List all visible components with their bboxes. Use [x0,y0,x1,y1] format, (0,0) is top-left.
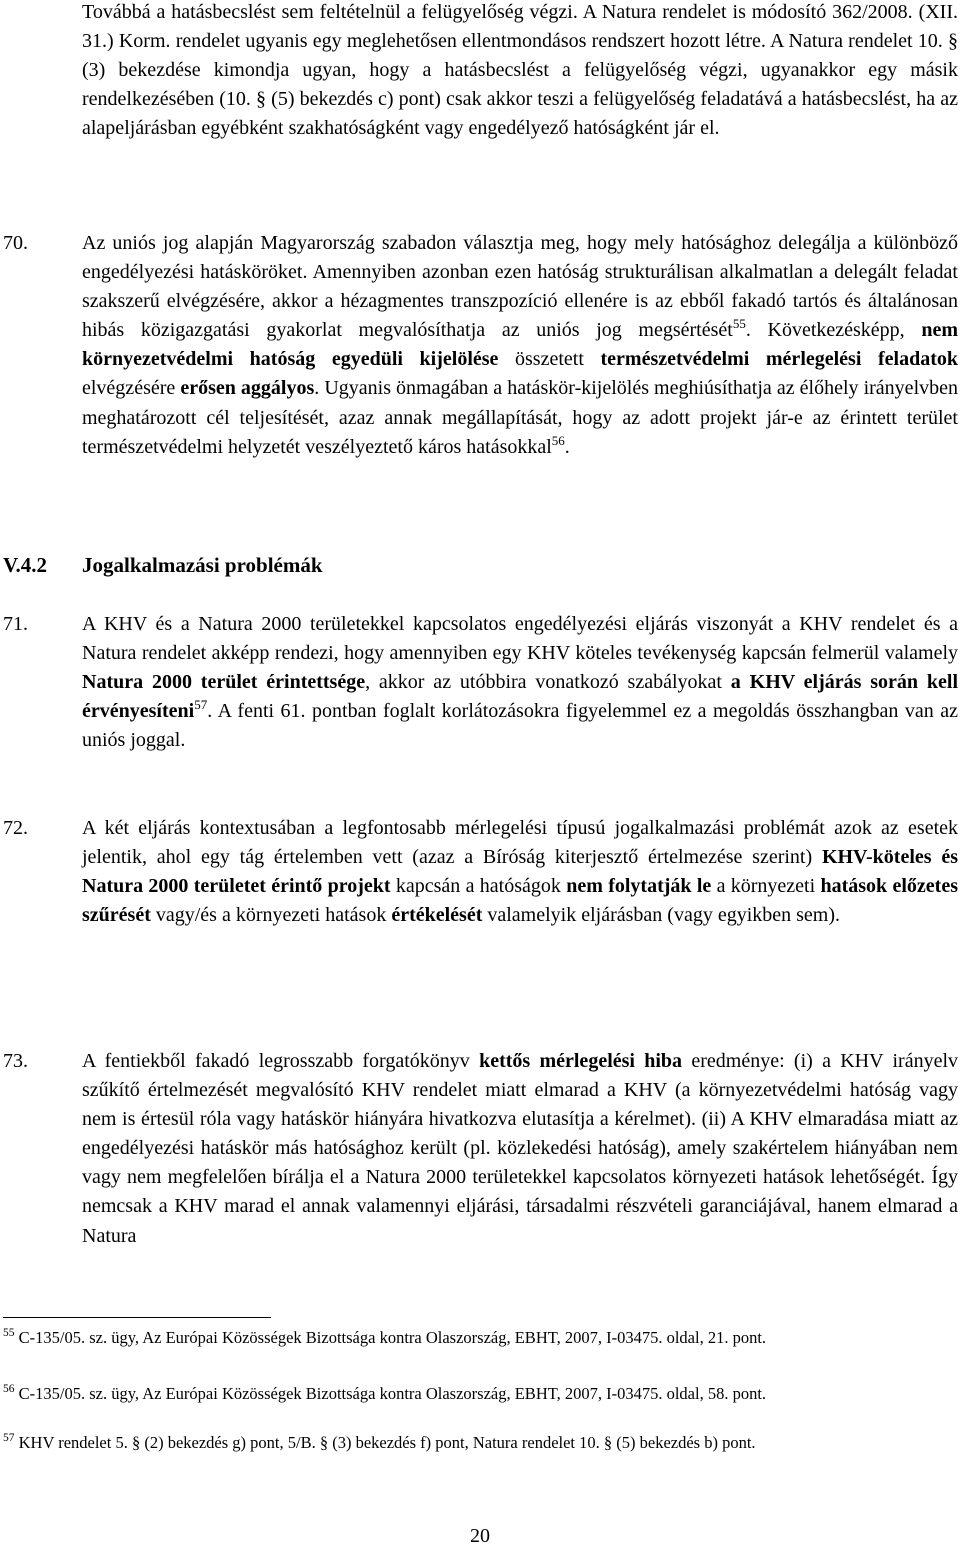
footnote-mark: 57 [3,1432,15,1444]
footnote-text: C-135/05. sz. ügy, Az Európai Közösségek Bizottsága kontra Olaszország, EBHT, 2007, I-03475. oldal, 58. pont. [18,1384,767,1403]
footnote-reference: 57 [194,697,208,713]
text-run: A fentiekből fakadó legrosszabb forgatókönyv [82,1050,480,1072]
footnote-57 [3,1432,958,1454]
text-run: . Ugyanis önmagában a hatáskör-kijelölés meghiúsíthatja az élőhely irányelvben meghatározott cél teljesítését, azaz annak megállapítását, hogy az adott projekt jár-e az érintett terület természetvédelmi helyzetét veszélyeztető káros hatásokkal [82,377,958,458]
text-run: vagy/és a környezeti hatások [150,904,392,927]
footnote-55 [3,1327,958,1349]
section-heading [3,551,323,580]
text-run: összetett [498,348,601,371]
text-run: . A fenti 61. pontban foglalt korlátozásokra figyelemmel ez a megoldás összhangban van az uniós joggal. [82,700,958,752]
section-title: Jogalkalmazási problémák [82,553,323,577]
text-run: Az uniós jog alapján Magyarország szabadon választja meg, hogy mely hatósághoz delegálja a különböző engedélyezési hatásköröket. Amennyiben azonban ezen hatóság strukturálisan alkalmatlan a delegált feladat szakszerű elvégzésére, akkor a hézagmentes transzpozíció ellenére is az ebből fakadó tartós és általánosan hibás közigazgatási gyakorlat megvalósíthatja az uniós jog megsértését [82,232,958,342]
paragraph-72 [82,814,958,930]
text-run: A KHV és a Natura 2000 területekkel kapcsolatos engedélyezési eljárás viszonyát a KHV rendelet és a Natura rendelet akképp rendezi, hogy amennyiben egy KHV köteles tevékenység kapcsán felmerül valamely [82,613,958,665]
footnote-text: C-135/05. sz. ügy, Az Európai Közösségek Bizottsága kontra Olaszország, EBHT, 2007, I-03475. oldal, 21. pont. [18,1328,767,1347]
paragraph-number-70: 70. [3,232,28,254]
bold-text: KHV-köteles és Natura 2000 területet érintő projekt [82,846,958,898]
footnote-separator [3,1317,271,1318]
section-number: V.4.2 [3,553,47,577]
text-run: , akkor az utóbbira vonatkozó szabályokat [365,671,731,694]
text-run: valamelyik eljárásban (vagy egyikben sem). [482,904,841,927]
bold-text: Natura 2000 terület érintettsége [82,671,366,694]
footnote-56 [3,1383,958,1405]
paragraph-71 [82,610,958,755]
bold-text: természetvédelmi mérlegelési feladatok [600,348,958,371]
page-number: 20 [470,1525,490,1547]
bold-text: nem folytatják le [566,875,712,898]
footnote-text: KHV rendelet 5. § (2) bekezdés g) pont, 5/B. § (3) bekezdés f) pont, Natura rendelet 10. § (5) bekezdés b) pont. [18,1433,756,1452]
bold-text: értékelését [391,904,483,927]
footnote-reference: 55 [732,316,746,332]
text-run: . [564,435,570,458]
text-run: A két eljárás kontextusában a legfontosabb mérlegelési típusú jogalkalmazási problémát azok az esetek jelentik, ahol egy tág értelemben vett (azaz a Bíróság kiterjesztő értelmezése szerint) [82,817,958,869]
paragraph-intro [82,0,958,143]
footnote-reference: 56 [551,432,565,448]
text-run: eredménye: (i) a KHV irányelv szűkítő értelmezését megvalósító KHV rendelet miatt elmarad a KHV (a környezetvédelmi hatóság vagy nem is értesül róla vagy hatáskör hiányára hivatkozva elutasítja a kérelmet). (ii) A KHV elmaradása miatt az engedélyezési hatáskör más hatósághoz került (pl. közlekedési hatóság), amely szakértelem hiányában nem vagy nem megfelelően bírálja el a Natura 2000 területekkel kapcsolatos környezeti hatások lehetőségét. Így nemcsak a KHV marad el annak valamennyi eljárási, társadalmi részvételi garanciájával, hanem elmarad a Natura [82,1050,959,1247]
footnote-mark: 56 [3,1383,15,1395]
footnote-mark: 55 [3,1327,15,1339]
paragraph-number-72: 72. [3,817,28,839]
bold-text: kettős mérlegelési hiba [479,1050,683,1072]
text-run: kapcsán a hatóságok [390,875,567,898]
text-run: elvégzésére [82,377,181,400]
bold-text: hatások előzetes szűrését [82,875,958,927]
paragraph-number-73: 73. [3,1050,28,1072]
bold-text: a KHV eljárás során kell érvényesíteni [82,671,959,723]
bold-text: erősen aggályos [180,377,315,400]
paragraph-number-71: 71. [3,613,28,635]
text-run: a környezeti [711,875,821,898]
paragraph-70 [82,229,958,462]
text-run: Továbbá a hatásbecslést sem feltételnül a felügyelőség végzi. A Natura rendelet is módosító 362/2008. (XII. 31.) Korm. rendelet ugyanis egy meglehetősen ellentmondásos rendszert hozott létre. A Natura rendelet 10. § (3) bekezdése kimondja ugyan, hogy a hatásbecslést a felügyelőség végzi, ugyanakkor egy másik rendelkezésében (10. § (5) bekezdés c) pont) csak akkor teszi a felügyelőség feladatává a hatásbecslést, ha az alapeljárásban egyébként szakhatóságként vagy engedélyező hatóságként jár el. [82,1,958,140]
text-run: . Következésképp, [745,319,922,342]
bold-text: nem környezetvédelmi hatóság egyedüli kijelölése [82,319,958,371]
paragraph-73 [82,1047,958,1251]
